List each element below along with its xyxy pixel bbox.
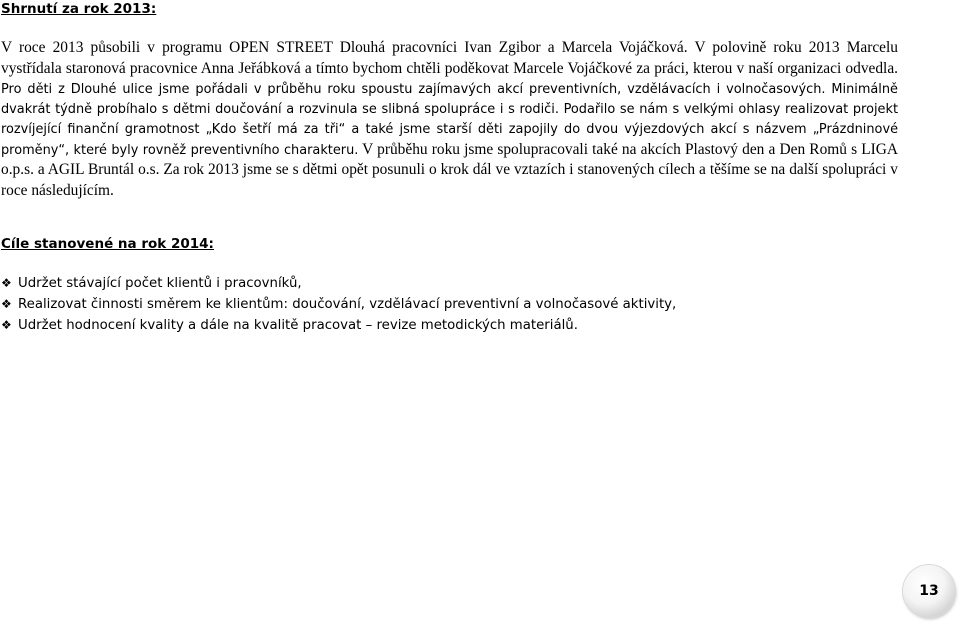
- document-page: [1, 0, 955, 624]
- goals-list: [1, 273, 676, 336]
- page-number-badge: [903, 565, 955, 617]
- goal-text: Udržet stávající počet klientů i pracovníků,: [18, 276, 302, 291]
- list-item: [1, 294, 676, 315]
- list-item: [1, 273, 676, 294]
- list-item: [1, 315, 676, 336]
- summary-text-part-2: Pro děti z Dlouhé ulice jsme pořádali v průběhu roku spoustu zajímavých akcí preventivních, vzdělávacích i volnočasových. Minimálně dvakrát týdně probíhalo s dětmi doučování a rozvinula se slibná spolupráce i s rodiči. Podařilo se nám s velkými ohlasy realizovat projekt rozvíjející finanční gramotnost „Kdo šetří má za tři“ a také jsme starší děti zapojily do dvou výjezdových akcí s názvem „Prázdninové proměny“, které byly rovněž preventivního charakteru.: [1, 81, 898, 158]
- goals-heading: Cíle stanovené na rok 2014:: [1, 236, 214, 252]
- diamond-bullet-icon: ❖: [1, 318, 12, 332]
- summary-text-part-1: V roce 2013 působili v programu OPEN STREET Dlouhá pracovníci Ivan Zgibor a Marcela Vojáčková. V polovině roku 2013 Marcelu vystřídala staronová pracovnice Anna Jeřábková a tímto bychom chtěli poděkovat Marcele Vojáčkové za práci, kterou v naší organizaci odvedla.: [1, 39, 898, 77]
- diamond-bullet-icon: ❖: [1, 297, 12, 311]
- summary-heading: Shrnutí za rok 2013:: [1, 1, 157, 17]
- diamond-bullet-icon: ❖: [1, 276, 12, 290]
- summary-text-part-3: V průběhu roku jsme spolupracovali také na akcích Plastový den a Den Romů s LIGA o.p.s. a AGIL Bruntál o.s. Za rok 2013 jsme se s dětmi opět posunuli o krok dál ve vztazích i stanovených cílech a těšíme se na další spolupráci v roce následujícím.: [1, 140, 899, 200]
- goal-text: Realizovat činnosti směrem ke klientům: doučování, vzdělávací preventivní a volnočasové aktivity,: [18, 297, 677, 312]
- summary-paragraph: [1, 38, 898, 202]
- page-number: 13: [919, 583, 939, 599]
- goal-text: Udržet hodnocení kvality a dále na kvalitě pracovat – revize metodických materiálů.: [18, 318, 578, 333]
